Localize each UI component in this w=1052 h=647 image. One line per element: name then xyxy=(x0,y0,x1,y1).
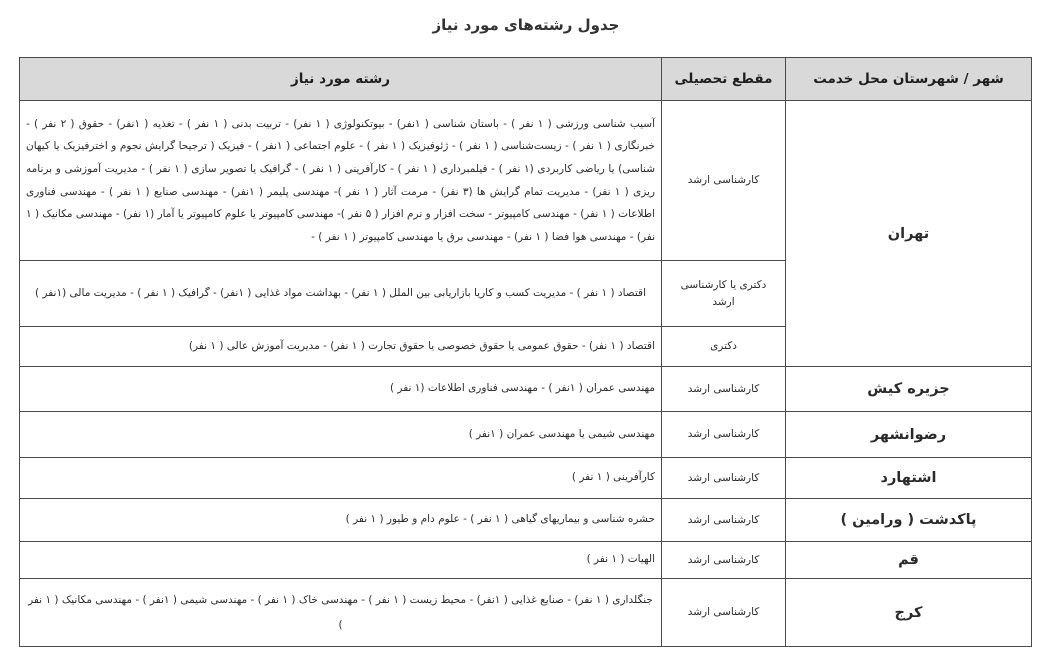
level-cell: کارشناسی ارشد xyxy=(662,367,786,412)
city-cell: تهران xyxy=(786,101,1032,367)
level-cell: دکتری xyxy=(662,327,786,367)
header-level: مقطع تحصیلی xyxy=(662,58,786,101)
city-cell: پاکدشت ( ورامین ) xyxy=(786,499,1032,542)
major-cell: حشره شناسی و بیماریهای گیاهی ( ۱ نفر ) - علوم دام و طیور ( ۱ نفر ) xyxy=(20,499,662,542)
table-row xyxy=(20,579,1032,647)
table-row xyxy=(20,499,1032,542)
table-row xyxy=(20,101,1032,261)
major-cell: اقتصاد ( ۱ نفر ) - مدیریت کسب و کاریا بازاریابی بین الملل ( ۱ نفر) - بهداشت مواد غذایی ( ۱نفر) - گرافیک ( ۱ نفر ) - مدیریت مالی (۱نفر ) xyxy=(20,261,662,327)
city-cell: کرج xyxy=(786,579,1032,647)
level-cell: کارشناسی ارشد xyxy=(662,542,786,579)
level-cell: کارشناسی ارشد xyxy=(662,101,786,261)
header-row xyxy=(20,58,1032,101)
major-cell: جنگلداری ( ۱ نفر) - صنایع غذایی ( ۱نفر) - محیط زیست ( ۱ نفر ) - مهندسی خاک ( ۱ نفر ) - مهندسی شیمی ( ۱نفر ) - مهندسی مکانیک ( ۱ نفر ) xyxy=(20,579,662,647)
table-row xyxy=(20,367,1032,412)
major-cell: مهندسی عمران ( ۱نفر ) - مهندسی فناوری اطلاعات (۱ نفر ) xyxy=(20,367,662,412)
city-cell: قم xyxy=(786,542,1032,579)
page-title: جدول رشته‌های مورد نیاز xyxy=(432,16,620,34)
table-row xyxy=(20,542,1032,579)
major-cell: کارآفرینی ( ۱ نفر ) xyxy=(20,458,662,499)
city-cell: رضوانشهر xyxy=(786,412,1032,458)
header-city: شهر / شهرستان محل خدمت xyxy=(786,58,1032,101)
major-cell: اقتصاد ( ۱ نفر) - حقوق عمومی یا حقوق خصوصی یا حقوق تجارت ( ۱ نفر) - مدیریت آموزش عالی ( ۱ نفر) xyxy=(20,327,662,367)
level-cell: کارشناسی ارشد xyxy=(662,579,786,647)
major-cell: الهیات ( ۱ نفر ) xyxy=(20,542,662,579)
major-cell: آسیب شناسی ورزشی ( ۱ نفر ) - باستان شناسی ( ۱نفر) - بیوتکنولوژی ( ۱ نفر) - تربیت بدنی ( ۱ نفر ) - تغذیه ( ۱نفر) - حقوق ( ۲ نفر ) - خبرنگاری ( ۱ نفر ) - زیست‌شناسی ( ۱ نفر ) - ژئوفیزیک ( ۱ نفر ) - علوم اجتماعی ( ۱نفر ) - فیزیک ( ترجیحا گرایش نجوم و اخترفیزیک یا کیهان شناسی) یا ریاضی کاربردی (۱ نفر ) - فیلمبرداری ( ۱ نفر ) - کارآفرینی ( ۱ نفر ) - گرافیک یا تصویر سازی ( ۱ نفر ) - مدیریت آموزشی و برنامه ریزی ( ۱ نفر) - مدیریت تمام گرایش ها (۳ نفر) - مرمت آثار ( ۱ نفر )- مهندسی پلیمر ( ۱نفر) - مهندسی صنایع ( ۱ نفر ) - مهندسی فناوری اطلاعات ( ۱ نفر) - مهندسی کامپیوتر - سخت افزار و نرم افزار ( ۵ نفر )- مهندسی کامپیوتر یا علوم کامپیوتر یا آمار (۱ نفر) - مهندسی مکانیک ( ۱ نفر) - مهندسی هوا فضا ( ۱ نفر) - مهندسی برق یا مهندسی کامپیوتر ( ۱ نفر ) - xyxy=(20,101,662,261)
city-cell: جزیره کیش xyxy=(786,367,1032,412)
header-major: رشته مورد نیاز xyxy=(20,58,662,101)
level-cell: کارشناسی ارشد xyxy=(662,412,786,458)
level-cell: دکتری یا کارشناسی ارشد xyxy=(662,261,786,327)
major-cell: مهندسی شیمی یا مهندسی عمران ( ۱نفر ) xyxy=(20,412,662,458)
table-row xyxy=(20,412,1032,458)
city-cell: اشتهارد xyxy=(786,458,1032,499)
level-cell: کارشناسی ارشد xyxy=(662,458,786,499)
level-cell: کارشناسی ارشد xyxy=(662,499,786,542)
required-majors-table xyxy=(19,57,1032,647)
table-row xyxy=(20,458,1032,499)
